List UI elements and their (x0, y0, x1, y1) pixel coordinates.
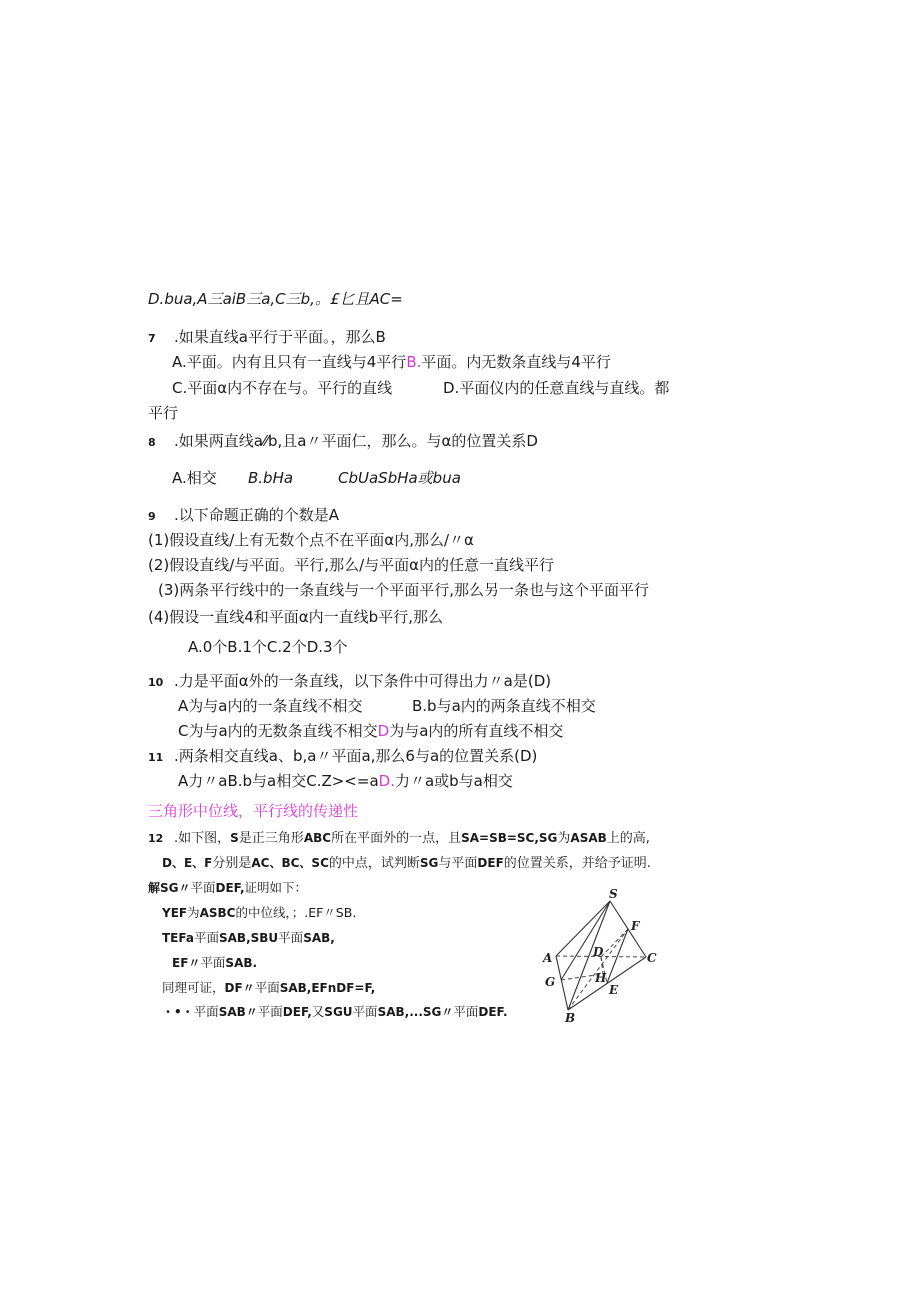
label-f: F (631, 919, 640, 933)
text: YEF (162, 906, 188, 920)
text: SA=SB=SC,SG (461, 831, 558, 845)
text: EF〃 (172, 956, 201, 970)
text: 平面 (193, 1004, 219, 1019)
option-b-marker: B. (406, 353, 422, 371)
text: SG (419, 856, 439, 870)
text: SAB. (225, 956, 258, 970)
text: ASAB (570, 831, 607, 845)
pyramid-figure (538, 886, 668, 1026)
q7-option-d-cont: 平行 (148, 404, 179, 422)
edge-bc (568, 957, 646, 1010)
question-9 (148, 505, 339, 527)
text: 分别是 (212, 856, 252, 871)
section-heading: 三角形中位线，平行线的传递性 (148, 802, 359, 820)
label-c: C (647, 951, 657, 965)
question-text: .两条相交直线a、b,a〃平面a,那么6与a的位置关系(D) (174, 747, 538, 765)
q8-option-b: B.bHa (248, 469, 294, 487)
q7-option-c: C.平面α内不存在与。平行的直线 (172, 379, 393, 397)
label-g: G (545, 975, 556, 989)
question-number: 7 (148, 332, 156, 345)
q8-option-a: A.相交 (172, 469, 217, 487)
answer-line-d: D.bua,A三aiB三a,C三b,。£匕且AC= (148, 290, 403, 308)
text: D、E、F (162, 856, 213, 870)
option-b: 平面。内无数条直线与4平行 (421, 353, 611, 371)
question-11 (148, 746, 537, 768)
text: 解SG〃 (148, 881, 191, 895)
text: SGU (324, 1005, 353, 1019)
q8-option-c: CbUaSbHa或bua (338, 469, 461, 487)
text: 的中点，试判断 (328, 856, 420, 871)
q9-statement-2: (2)假设直线/与平面。平行,那么/与平面α内的任意一直线平行 (148, 556, 555, 574)
text: DEF. (478, 1005, 508, 1019)
text: 平面 (190, 880, 216, 895)
text: 同理可证， (162, 980, 225, 995)
text: 平面 (453, 1004, 479, 1019)
question-7 (148, 327, 386, 349)
text: SAB〃 (218, 1005, 258, 1019)
q10-option-b: B.b与a内的两条直线不相交 (412, 697, 596, 715)
solution-line-5 (162, 978, 375, 998)
text: SAB, (303, 931, 335, 945)
text: SAB,SBU (219, 931, 279, 945)
q9-statement-3: (3)两条平行线中的一条直线与一个平面平行,那么另一条也与这个平面平行 (158, 581, 650, 599)
text: AC、BC、SC (251, 856, 329, 870)
text: DF〃 (224, 981, 255, 995)
solution-line-6 (162, 1002, 508, 1022)
question-number: 9 (148, 510, 156, 523)
label-b: B (565, 1011, 576, 1025)
text: ABC (303, 831, 332, 845)
question-text: .以下命题正确的个数是A (174, 506, 340, 524)
text: 是正三角形 (238, 831, 304, 846)
question-number: 8 (148, 436, 156, 449)
option-a: A.平面。内有且只有一直线与4平行 (172, 353, 407, 371)
text: 所在平面外的一点，且 (331, 831, 462, 846)
question-10 (148, 671, 551, 693)
text: 上的高, (606, 831, 650, 846)
q9-statement-1: (1)假设直线/上有无数个点不在平面α内,那么/〃α (148, 531, 474, 549)
question-number: 11 (148, 751, 164, 764)
text: 为 (557, 831, 571, 846)
text: 的中位线，；.EF〃SB. (235, 905, 357, 920)
solution-line-2 (162, 903, 356, 923)
text: .如下图， (174, 831, 231, 846)
options-abc: A力〃aB.b与a相交C.Z><=a (178, 772, 379, 790)
question-text: .如果直线a平行于平面。，那么B (174, 328, 386, 346)
question-number: 12 (148, 832, 164, 845)
text: 平面 (257, 1004, 283, 1019)
option-d-marker: D. (378, 772, 395, 790)
text: TEFa (162, 931, 194, 945)
segment-sg (561, 901, 610, 980)
q10-option-a: A为与a内的一条直线不相交 (178, 697, 363, 715)
text: 证明如下： (244, 880, 308, 895)
segment-bf-hidden (568, 929, 628, 1010)
text: DEF (477, 856, 504, 870)
text: 平面 (200, 955, 226, 970)
q11-options (178, 771, 513, 791)
option-d: 为与a内的所有直线不相交 (389, 722, 564, 740)
edge-ab (556, 956, 568, 1010)
option-d-marker: D (377, 722, 390, 740)
segment-df-hidden (601, 929, 628, 957)
label-s: S (609, 887, 618, 901)
label-e: E (609, 983, 619, 997)
question-12 (148, 828, 650, 849)
question-text: .如果两直线a⁄⁄b,且a〃平面仁，那么。与α的位置关系D (174, 432, 538, 450)
solution-line-1 (148, 878, 307, 898)
text: SAB,EFnDF=F, (279, 981, 376, 995)
label-a: A (543, 951, 553, 965)
text: 与平面 (438, 856, 478, 871)
q7-options-ab (172, 352, 611, 372)
q9-options: A.0个B.1个C.2个D.3个 (188, 638, 348, 656)
edge-sb (568, 901, 610, 1010)
solution-line-4 (172, 953, 257, 973)
question-12-line2 (162, 853, 651, 874)
segment-ef (607, 929, 628, 983)
text: 的位置关系，并给予证明. (503, 856, 651, 871)
text: 平面 (254, 980, 280, 995)
q9-statement-4: (4)假设一直线4和平面α内一直线b平行,那么 (148, 608, 443, 626)
q7-option-d: D.平面仪内的任意直线与直线。都 (443, 379, 670, 397)
text: ・•・ (162, 1005, 194, 1019)
text: 又 (311, 1004, 325, 1019)
question-8 (148, 431, 538, 453)
question-text: .力是平面α外的一条直线，以下条件中可得出力〃a是(D) (174, 672, 552, 690)
text: 平面 (278, 930, 304, 945)
option-c: C为与a内的无数条直线不相交 (178, 722, 378, 740)
question-number: 10 (148, 676, 164, 689)
text: 为 (187, 905, 200, 920)
label-h: H (595, 971, 607, 985)
text: 平面 (352, 1004, 378, 1019)
text: 平面 (193, 930, 219, 945)
text: DEF, (215, 881, 245, 895)
text: S (230, 831, 239, 845)
label-d: D (593, 945, 604, 959)
text: ASBC (199, 906, 236, 920)
q10-options-cd (178, 721, 563, 741)
text: DEF, (282, 1005, 312, 1019)
option-d: 力〃a或b与a相交 (394, 772, 513, 790)
solution-line-3 (162, 928, 335, 948)
text: SAB,...SG〃 (377, 1005, 454, 1019)
